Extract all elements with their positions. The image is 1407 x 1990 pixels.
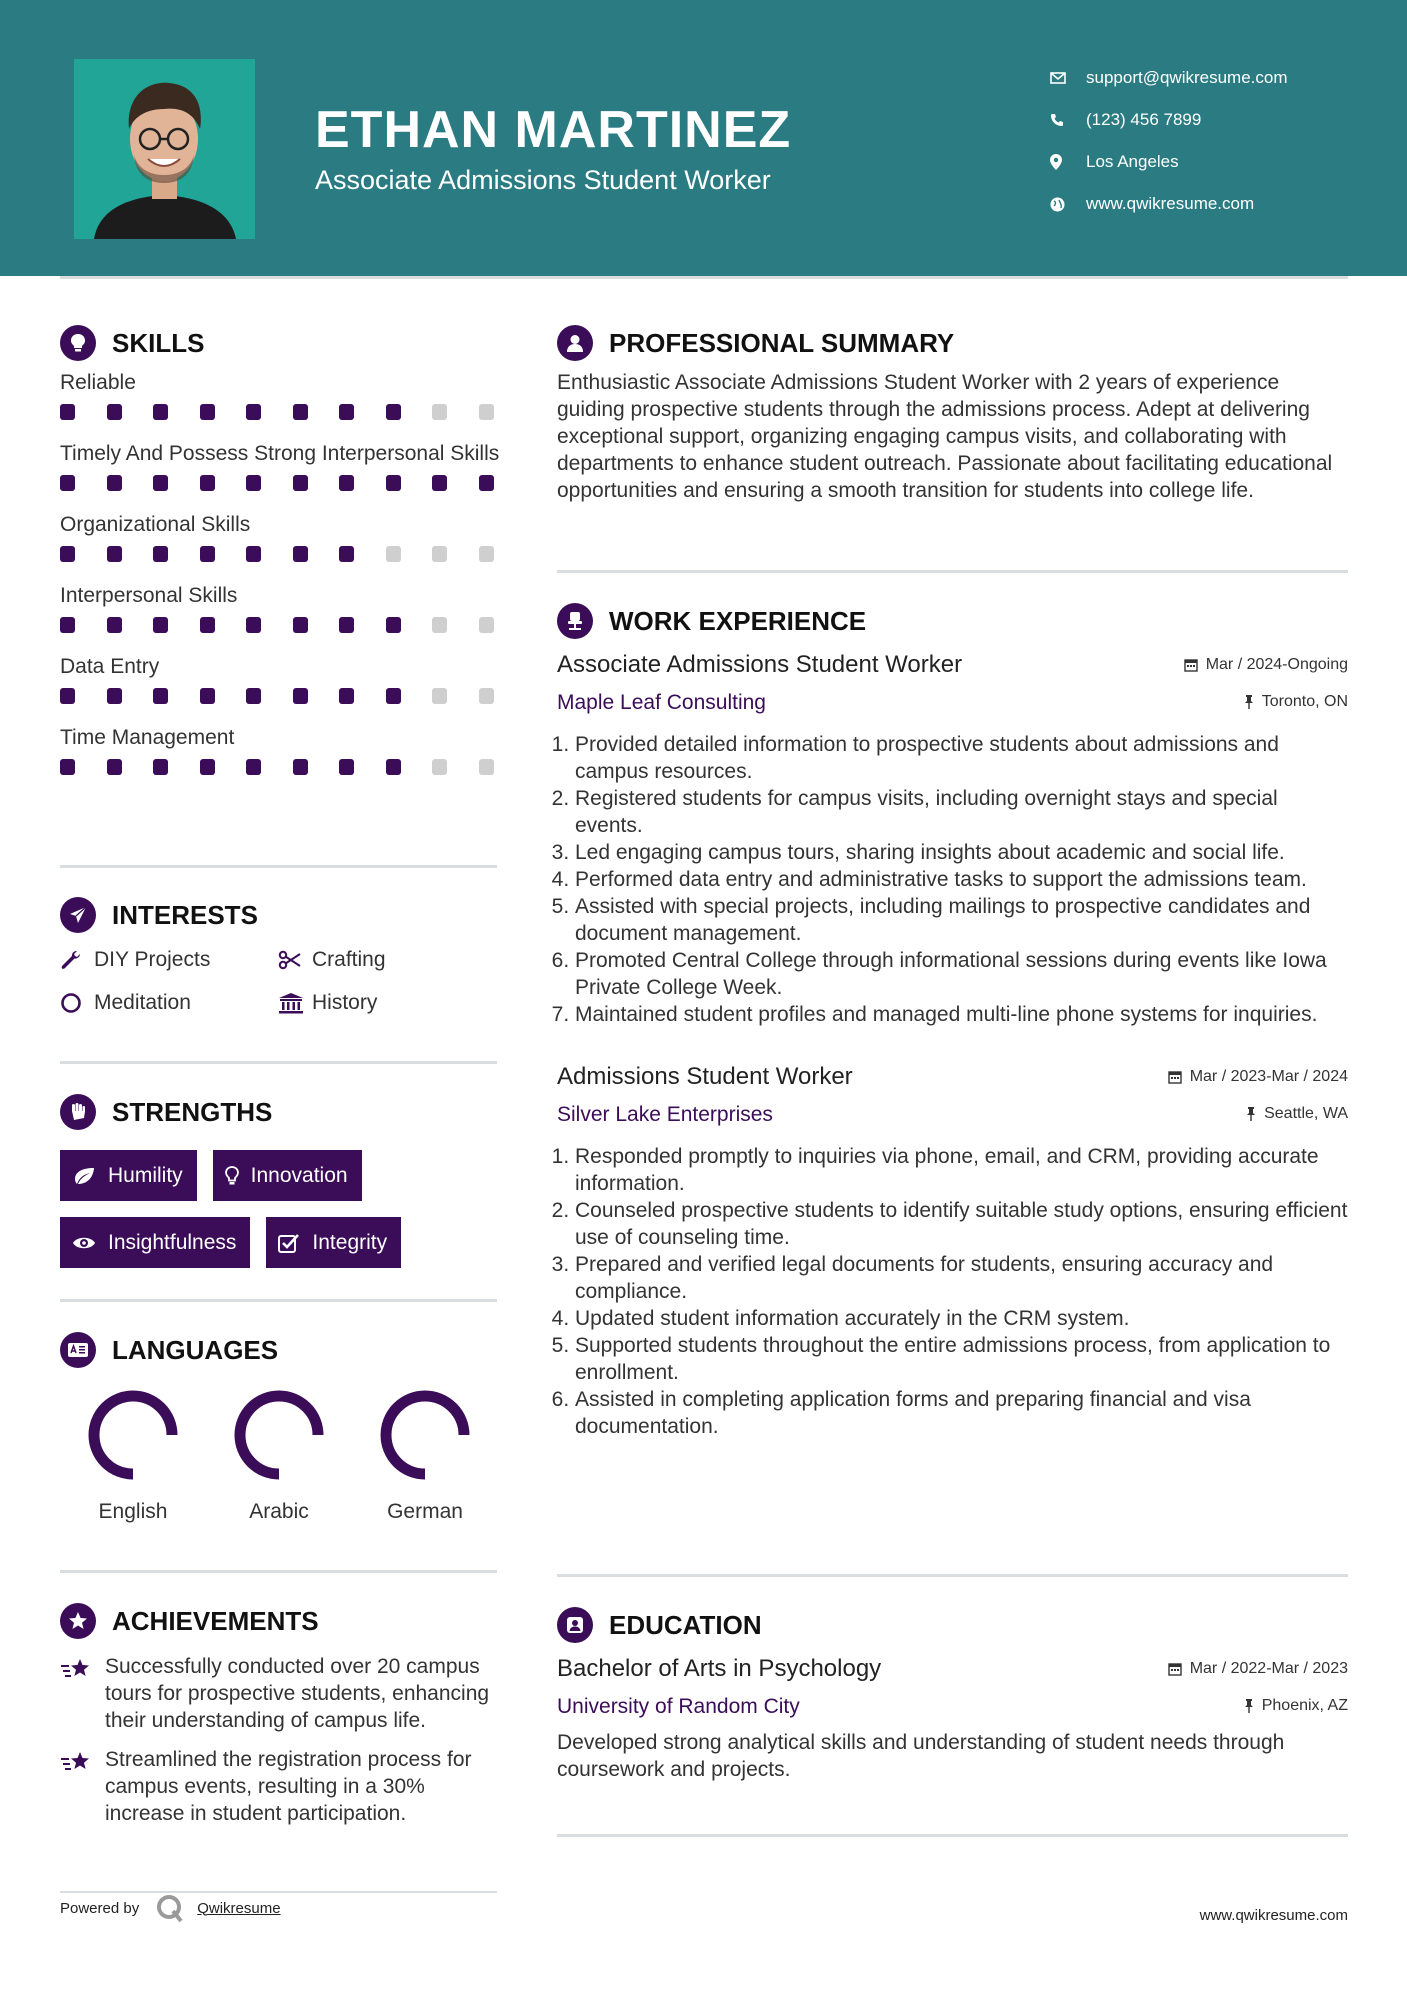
duty-item: 2. Counseled prospective students to identify suitable study options, ensuring efficient use of counseling time. bbox=[575, 1197, 1348, 1251]
interest-item bbox=[60, 948, 278, 972]
education-dates-text: Mar / 2022-Mar / 2023 bbox=[1189, 1660, 1348, 1677]
divider bbox=[60, 1570, 497, 1573]
duty-item: 6. Assisted in completing application forms and preparing financial and visa documentation. bbox=[575, 1386, 1348, 1440]
phone-icon bbox=[1050, 113, 1086, 127]
strength-tag bbox=[266, 1217, 401, 1268]
skill-item bbox=[60, 440, 525, 491]
skill-dot bbox=[479, 475, 494, 491]
duty-item: 1. Responded promptly to inquiries via phone, email, and CRM, providing accurate information. bbox=[575, 1143, 1348, 1197]
strength-label: Humility bbox=[108, 1163, 183, 1187]
job-dates-text: Mar / 2023-Mar / 2024 bbox=[1189, 1068, 1348, 1085]
candidate-name: ETHAN MARTINEZ bbox=[315, 101, 792, 159]
education-dates bbox=[1168, 1660, 1348, 1678]
chair-icon bbox=[557, 603, 593, 639]
pin-icon bbox=[1244, 1699, 1254, 1713]
strength-label: Integrity bbox=[312, 1230, 388, 1254]
skill-item bbox=[60, 653, 525, 704]
skill-dot bbox=[479, 546, 494, 562]
duties-list bbox=[557, 731, 1348, 1028]
interests-title: INTERESTS bbox=[112, 899, 258, 930]
job-entry bbox=[557, 651, 1348, 1028]
education-entry bbox=[557, 1655, 1348, 1783]
skill-dot bbox=[432, 617, 447, 633]
languages-heading bbox=[60, 1332, 498, 1368]
skills-section bbox=[60, 325, 525, 795]
job-title: Associate Admissions Student Worker bbox=[557, 651, 963, 678]
skill-dot bbox=[246, 617, 261, 633]
qwikresume-logo-icon bbox=[155, 1893, 185, 1923]
skill-name: Reliable bbox=[60, 371, 136, 394]
skill-dot bbox=[200, 759, 215, 775]
skill-dot bbox=[60, 759, 75, 775]
summary-heading bbox=[557, 325, 1348, 361]
skill-dot bbox=[479, 404, 494, 420]
skill-dot bbox=[339, 759, 354, 775]
shooting-star-icon bbox=[60, 1653, 105, 1734]
skill-dot bbox=[432, 475, 447, 491]
user-icon bbox=[557, 325, 593, 361]
languages-section bbox=[60, 1332, 498, 1524]
languages-title: LANGUAGES bbox=[112, 1334, 279, 1365]
language-item bbox=[60, 1388, 206, 1524]
calendar-icon bbox=[1168, 1662, 1182, 1676]
skill-name: Data Entry bbox=[60, 655, 160, 678]
strength-label: Innovation bbox=[250, 1163, 348, 1187]
contact-website[interactable] bbox=[1050, 183, 1288, 225]
skill-dot bbox=[107, 617, 122, 633]
contact-list bbox=[1050, 57, 1288, 225]
skill-dot bbox=[107, 759, 122, 775]
language-icon bbox=[60, 1332, 96, 1368]
job-title: Admissions Student Worker bbox=[557, 1063, 853, 1090]
language-label: Arabic bbox=[249, 1500, 309, 1523]
skill-dot bbox=[386, 475, 401, 491]
company-name: Maple Leaf Consulting bbox=[557, 691, 766, 714]
skill-level-dots bbox=[60, 759, 525, 775]
shooting-star-icon bbox=[60, 1746, 105, 1827]
skill-dot bbox=[293, 759, 308, 775]
skill-dot bbox=[107, 404, 122, 420]
duty-item: 4. Updated student information accurately in the CRM system. bbox=[575, 1305, 1348, 1332]
summary-title: PROFESSIONAL SUMMARY bbox=[609, 327, 955, 358]
education-section bbox=[557, 1607, 1348, 1783]
interest-item bbox=[278, 948, 478, 972]
language-level-arc bbox=[94, 1396, 172, 1474]
skill-level-dots bbox=[60, 475, 525, 491]
brand-link[interactable]: Qwikresume bbox=[197, 1899, 281, 1917]
job-dates bbox=[1184, 656, 1348, 674]
envelope-icon bbox=[1050, 71, 1086, 85]
summary-text: Enthusiastic Associate Admissions Student Worker with 2 years of experience guiding prospective students through the admissions process. Adept at delivering exceptional support, organizing engaging campus visits, and collaborating with departments to enhance student outreach. Passionate about facilitating educational opportunities and ensuring a smooth transition for students into college life. bbox=[557, 371, 1333, 502]
education-location bbox=[1244, 1697, 1348, 1715]
calendar-icon bbox=[1184, 658, 1198, 672]
wrench-icon bbox=[60, 949, 94, 971]
skill-dot bbox=[339, 475, 354, 491]
scissors-icon bbox=[278, 950, 312, 970]
skill-dot bbox=[60, 617, 75, 633]
skill-dot bbox=[246, 404, 261, 420]
strengths-heading bbox=[60, 1094, 500, 1130]
leaf-icon bbox=[72, 1167, 96, 1185]
strength-tag bbox=[213, 1150, 362, 1201]
skill-dot bbox=[293, 546, 308, 562]
powered-by-text: Powered by bbox=[60, 1899, 140, 1917]
skill-dot bbox=[200, 617, 215, 633]
interests-list bbox=[60, 948, 478, 1015]
contact-location-text: Los Angeles bbox=[1086, 152, 1179, 171]
achievement-item bbox=[60, 1653, 497, 1734]
contact-email-text: support@qwikresume.com bbox=[1086, 68, 1288, 87]
divider bbox=[557, 1574, 1348, 1577]
contact-phone[interactable] bbox=[1050, 99, 1288, 141]
education-heading bbox=[557, 1607, 1348, 1643]
skill-name: Timely And Possess Strong Interpersonal Skills bbox=[60, 442, 500, 465]
job-location-text: Seattle, WA bbox=[1264, 1105, 1348, 1122]
skill-dot bbox=[386, 617, 401, 633]
skill-dot bbox=[432, 404, 447, 420]
strengths-list bbox=[60, 1150, 500, 1268]
skill-dot bbox=[107, 475, 122, 491]
skill-dot bbox=[200, 546, 215, 562]
achievements-heading bbox=[60, 1603, 497, 1639]
pin-icon bbox=[1246, 1107, 1256, 1121]
job-location bbox=[1244, 693, 1348, 711]
contact-website-text: www.qwikresume.com bbox=[1086, 194, 1255, 213]
interest-label: Crafting bbox=[312, 948, 386, 971]
divider bbox=[557, 570, 1348, 573]
interest-item bbox=[60, 991, 278, 1015]
contact-location bbox=[1050, 141, 1288, 183]
duty-item: 5. Supported students throughout the entire admissions process, from application to enrollment. bbox=[575, 1332, 1348, 1386]
skill-dot bbox=[60, 546, 75, 562]
skill-dot bbox=[339, 546, 354, 562]
skill-dot bbox=[153, 617, 168, 633]
skill-dot bbox=[432, 688, 447, 704]
skill-item bbox=[60, 511, 525, 562]
skill-level-dots bbox=[60, 404, 525, 420]
skill-dot bbox=[153, 759, 168, 775]
skill-dot bbox=[293, 475, 308, 491]
summary-section bbox=[557, 325, 1348, 504]
divider bbox=[60, 1061, 497, 1064]
divider bbox=[60, 1299, 497, 1302]
skill-dot bbox=[479, 688, 494, 704]
skill-name: Time Management bbox=[60, 726, 235, 749]
skill-dot bbox=[107, 546, 122, 562]
lightbulb-icon bbox=[225, 1166, 239, 1186]
skill-level-dots bbox=[60, 546, 525, 562]
skill-name: Organizational Skills bbox=[60, 513, 251, 536]
skill-dot bbox=[479, 617, 494, 633]
check-square-icon bbox=[278, 1233, 300, 1253]
skill-dot bbox=[293, 404, 308, 420]
school-name: University of Random City bbox=[557, 1695, 800, 1718]
duty-item: 2. Registered students for campus visits, including overnight stays and special events. bbox=[575, 785, 1348, 839]
duty-item: 1. Provided detailed information to prospective students about admissions and campus resources. bbox=[575, 731, 1348, 785]
experience-title: WORK EXPERIENCE bbox=[609, 605, 867, 636]
skill-dot bbox=[246, 759, 261, 775]
header-divider bbox=[60, 276, 1348, 279]
strengths-title: STRENGTHS bbox=[112, 1096, 273, 1127]
resume-header bbox=[0, 0, 1407, 276]
museum-icon bbox=[278, 992, 312, 1014]
fist-icon bbox=[60, 1094, 96, 1130]
duty-item: 4. Performed data entry and administrative tasks to support the admissions team. bbox=[575, 866, 1348, 893]
skill-item bbox=[60, 582, 525, 633]
skill-dot bbox=[432, 759, 447, 775]
job-dates-text: Mar / 2024-Ongoing bbox=[1205, 656, 1348, 673]
strength-label: Insightfulness bbox=[108, 1230, 237, 1254]
language-level-arc bbox=[386, 1396, 464, 1474]
experience-heading bbox=[557, 603, 1348, 639]
skill-dot bbox=[479, 759, 494, 775]
language-level-ring bbox=[86, 1388, 180, 1482]
contact-phone-text: (123) 456 7899 bbox=[1086, 110, 1202, 129]
interest-item bbox=[278, 991, 478, 1015]
skill-dot bbox=[432, 546, 447, 562]
education-location-text: Phoenix, AZ bbox=[1261, 1697, 1348, 1714]
education-title: EDUCATION bbox=[609, 1609, 762, 1640]
skill-name: Interpersonal Skills bbox=[60, 584, 238, 607]
globe-icon bbox=[1050, 197, 1086, 212]
duties-list bbox=[557, 1143, 1348, 1440]
language-level-ring bbox=[378, 1388, 472, 1482]
skills-heading bbox=[60, 325, 525, 361]
company-name: Silver Lake Enterprises bbox=[557, 1103, 773, 1126]
skill-dot bbox=[200, 688, 215, 704]
language-level-arc bbox=[240, 1396, 318, 1474]
skill-dot bbox=[293, 688, 308, 704]
skills-title: SKILLS bbox=[112, 327, 205, 358]
languages-list bbox=[60, 1388, 498, 1524]
experience-section bbox=[557, 603, 1348, 1440]
skill-dot bbox=[339, 617, 354, 633]
job-dates bbox=[1168, 1068, 1348, 1086]
skill-dot bbox=[339, 688, 354, 704]
language-label: English bbox=[98, 1500, 168, 1523]
skill-level-dots bbox=[60, 617, 525, 633]
skills-list bbox=[60, 369, 525, 775]
job-location-text: Toronto, ON bbox=[1261, 693, 1348, 710]
lightbulb-icon bbox=[60, 325, 96, 361]
skill-dot bbox=[246, 546, 261, 562]
skill-dot bbox=[386, 759, 401, 775]
interests-heading bbox=[60, 897, 478, 933]
skill-dot bbox=[246, 688, 261, 704]
calendar-icon bbox=[1168, 1070, 1182, 1084]
skill-dot bbox=[386, 404, 401, 420]
duty-item: 3. Prepared and verified legal documents for students, ensuring accuracy and compliance. bbox=[575, 1251, 1348, 1305]
circle-icon bbox=[60, 992, 94, 1014]
interest-label: History bbox=[312, 991, 378, 1014]
skill-dot bbox=[60, 475, 75, 491]
achievements-list bbox=[60, 1653, 497, 1827]
skill-item bbox=[60, 724, 525, 775]
skill-dot bbox=[339, 404, 354, 420]
skill-dot bbox=[60, 688, 75, 704]
skill-dot bbox=[153, 475, 168, 491]
duty-item: 7. Maintained student profiles and managed multi-line phone systems for inquiries. bbox=[575, 1001, 1348, 1028]
skill-dot bbox=[153, 546, 168, 562]
duty-item: 6. Promoted Central College through informational sessions during events like Iowa Private College Week. bbox=[575, 947, 1348, 1001]
skill-dot bbox=[153, 688, 168, 704]
contact-email[interactable] bbox=[1050, 57, 1288, 99]
language-level-ring bbox=[232, 1388, 326, 1482]
skill-dot bbox=[293, 617, 308, 633]
skill-dot bbox=[386, 546, 401, 562]
footer-url[interactable]: www.qwikresume.com bbox=[1199, 1907, 1348, 1924]
duty-item: 5. Assisted with special projects, including mailings to prospective candidates and document management. bbox=[575, 893, 1348, 947]
graduate-icon bbox=[557, 1607, 593, 1643]
profile-photo bbox=[74, 59, 255, 239]
star-icon bbox=[60, 1603, 96, 1639]
achievement-item bbox=[60, 1746, 497, 1827]
skill-dot bbox=[153, 404, 168, 420]
achievement-text: Streamlined the registration process for campus events, resulting in a 30% increase in student participation. bbox=[105, 1748, 472, 1825]
duty-item: 3. Led engaging campus tours, sharing insights about academic and social life. bbox=[575, 839, 1348, 866]
skill-dot bbox=[200, 404, 215, 420]
paper-plane-icon bbox=[60, 897, 96, 933]
language-label: German bbox=[387, 1500, 463, 1523]
eye-icon bbox=[72, 1235, 96, 1251]
footer-powered-by bbox=[60, 1893, 281, 1923]
interest-label: DIY Projects bbox=[94, 948, 211, 971]
degree-title: Bachelor of Arts in Psychology bbox=[557, 1655, 882, 1682]
skill-dot bbox=[386, 688, 401, 704]
pin-icon bbox=[1244, 695, 1254, 709]
achievement-text: Successfully conducted over 20 campus tours for prospective students, enhancing their understanding of campus life. bbox=[105, 1655, 490, 1732]
achievements-title: ACHIEVEMENTS bbox=[112, 1605, 319, 1636]
skill-dot bbox=[60, 404, 75, 420]
divider bbox=[557, 1834, 1348, 1837]
interest-label: Meditation bbox=[94, 991, 191, 1014]
achievements-section bbox=[60, 1603, 497, 1839]
candidate-title: Associate Admissions Student Worker bbox=[315, 165, 771, 195]
interests-section bbox=[60, 897, 478, 1015]
language-item bbox=[352, 1388, 498, 1524]
skill-item bbox=[60, 369, 525, 420]
job-entry bbox=[557, 1063, 1348, 1440]
language-item bbox=[206, 1388, 352, 1524]
skill-dot bbox=[107, 688, 122, 704]
skill-dot bbox=[246, 475, 261, 491]
strength-tag bbox=[60, 1217, 250, 1268]
divider bbox=[60, 865, 497, 868]
skill-dot bbox=[200, 475, 215, 491]
skill-level-dots bbox=[60, 688, 525, 704]
strength-tag bbox=[60, 1150, 197, 1201]
strengths-section bbox=[60, 1094, 500, 1268]
map-marker-icon bbox=[1050, 154, 1086, 170]
job-location bbox=[1246, 1105, 1348, 1123]
education-text: Developed strong analytical skills and understanding of student needs through coursework and projects. bbox=[557, 1731, 1285, 1781]
